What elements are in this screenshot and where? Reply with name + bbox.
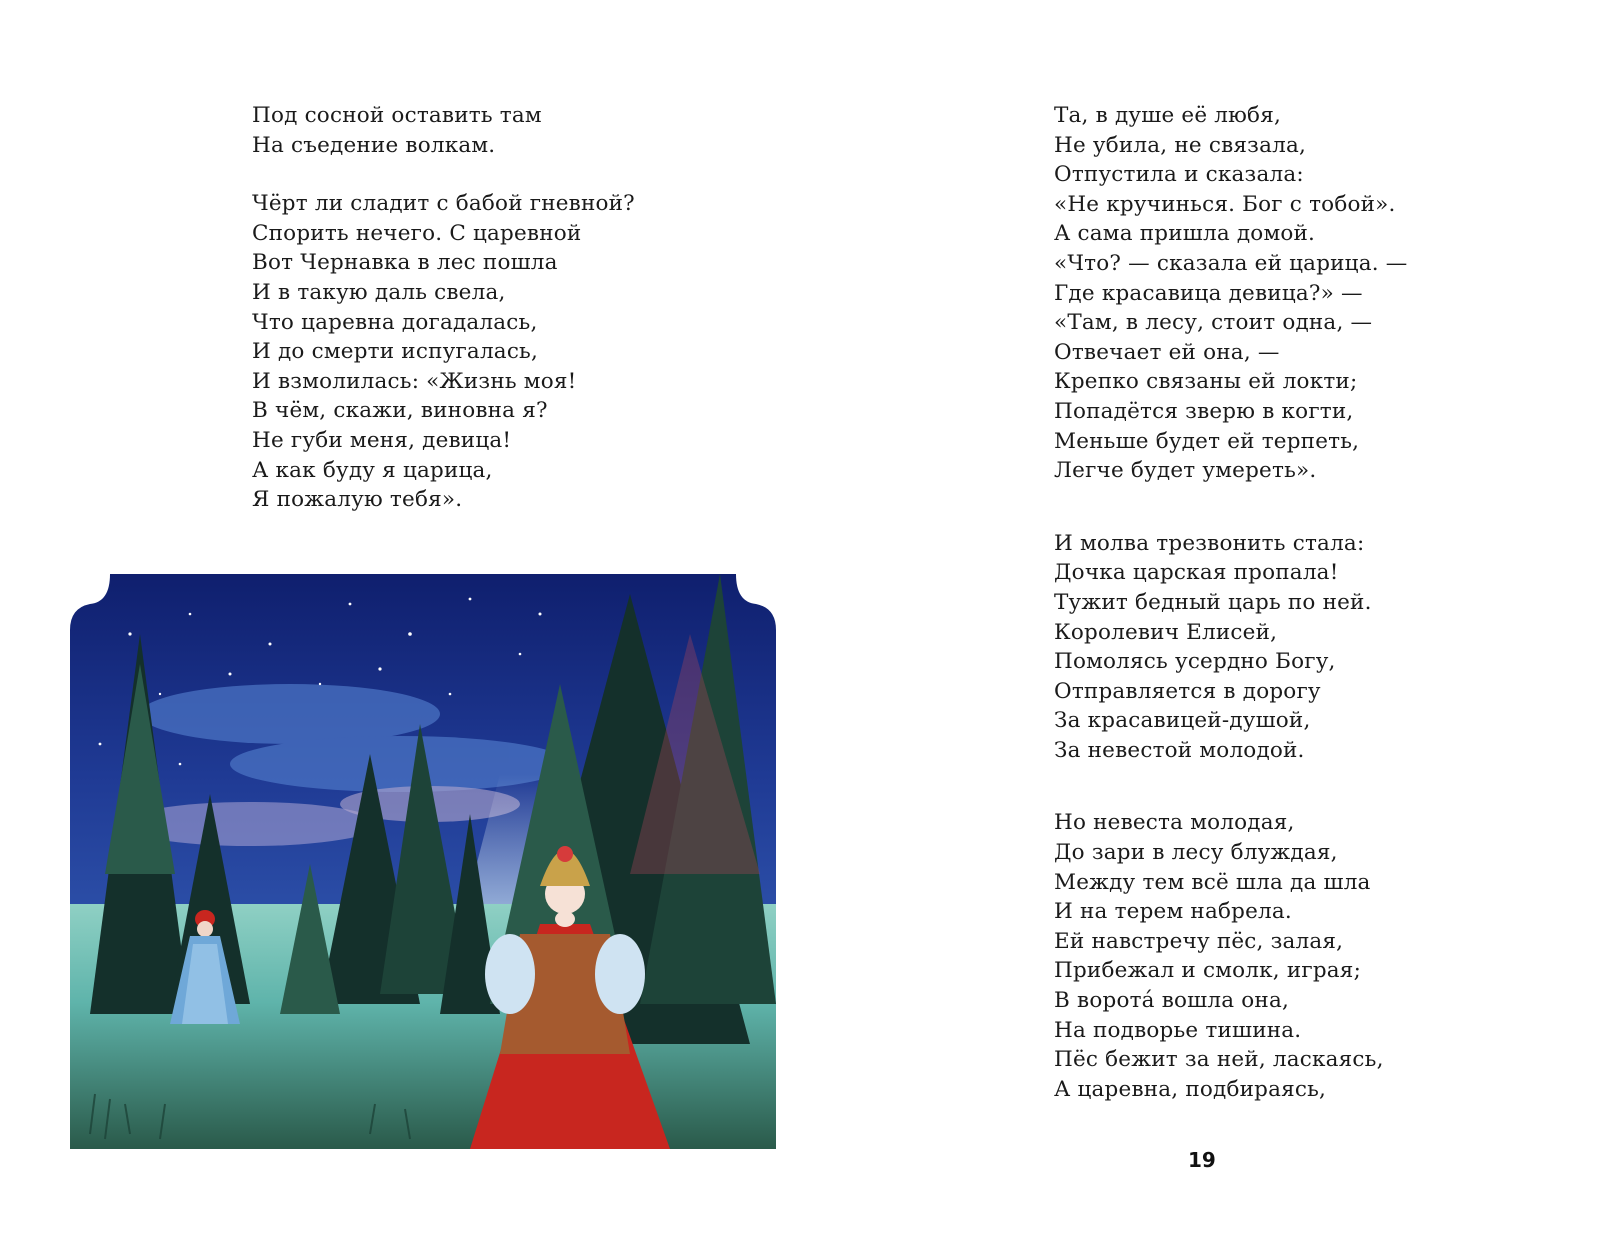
poem-line: На подворье тишина. [1054, 1017, 1302, 1043]
poem-line: И на терем набрела. [1054, 899, 1292, 925]
stanza [1054, 529, 1408, 766]
right-page-poem [1054, 101, 1408, 1104]
poem-line: Дочка царская пропала! [1054, 560, 1339, 586]
poem-line: Помолясь усердно Богу, [1054, 649, 1336, 675]
poem-line: Отвечает ей она, — [1054, 339, 1280, 365]
poem-line: В чём, скажи, виновна я? [252, 398, 548, 424]
poem-line: За красавицей-душой, [1054, 708, 1311, 734]
poem-line: Прибежал и смолк, играя; [1054, 958, 1362, 984]
poem-line: И до смерти испугалась, [252, 339, 539, 365]
poem-line: Меньше будет ей терпеть, [1054, 428, 1360, 454]
poem-line: Отправляется в дорогу [1054, 678, 1321, 704]
poem-line: Попадётся зверю в когти, [1054, 398, 1354, 424]
poem-line: До зари в лесу блуждая, [1054, 840, 1338, 866]
stanza [1054, 808, 1408, 1104]
poem-line: Вот Чернавка в лес пошла [252, 250, 558, 276]
poem-line: Крепко связаны ей локти; [1054, 369, 1358, 395]
poem-line: Спорить нечего. С царевной [252, 220, 582, 246]
poem-line: В ворота́ вошла она, [1054, 988, 1290, 1014]
poem-line: А царевна, подбираясь, [1054, 1076, 1327, 1102]
left-page-poem [252, 101, 635, 515]
poem-line: Тужит бедный царь по ней. [1054, 589, 1372, 615]
poem-line: И взмолилась: «Жизнь моя! [252, 368, 577, 394]
poem-line: Что царевна догадалась, [252, 309, 538, 335]
poem-line: Королевич Елисей, [1054, 619, 1278, 645]
stanza [1054, 101, 1408, 486]
poem-line: «Там, в лесу, стоит одна, — [1054, 310, 1373, 336]
poem-line: «Не кручинься. Бог с тобой». [1054, 191, 1396, 217]
stanza [252, 189, 635, 515]
poem-line: Ей навстречу пёс, залая, [1054, 928, 1344, 954]
poem-line: Не губи меня, девица! [252, 427, 512, 453]
poem-line: Где красавица девица?» — [1054, 280, 1363, 306]
poem-line: А сама пришла домой. [1054, 221, 1316, 247]
stanza [252, 101, 635, 160]
poem-line: Но невеста молодая, [1054, 810, 1295, 836]
poem-line: За невестой молодой. [1054, 737, 1305, 763]
poem-line: «Что? — сказала ей царица. — [1054, 250, 1408, 276]
page-number: 19 [1188, 1148, 1216, 1172]
poem-line: И в такую даль свела, [252, 279, 506, 305]
poem-line: Та, в душе её любя, [1054, 103, 1281, 128]
poem-line: Под сосной оставить там [252, 103, 542, 128]
poem-line: Не убила, не связала, [1054, 132, 1307, 158]
poem-line: Отпустила и сказала: [1054, 162, 1304, 188]
poem-line: Я пожалую тебя». [252, 487, 463, 513]
poem-line: Между тем всё шла да шла [1054, 869, 1371, 895]
poem-line: Пёс бежит за ней, ласкаясь, [1054, 1047, 1384, 1073]
poem-line: Чёрт ли сладит с бабой гневной? [252, 191, 635, 217]
poem-line: На съедение волкам. [252, 132, 496, 158]
forest-illustration [70, 574, 776, 1149]
poem-line: Легче будет умереть». [1054, 458, 1317, 484]
poem-line: И молва трезвонить стала: [1054, 530, 1365, 556]
poem-line: А как буду я царица, [252, 457, 493, 483]
